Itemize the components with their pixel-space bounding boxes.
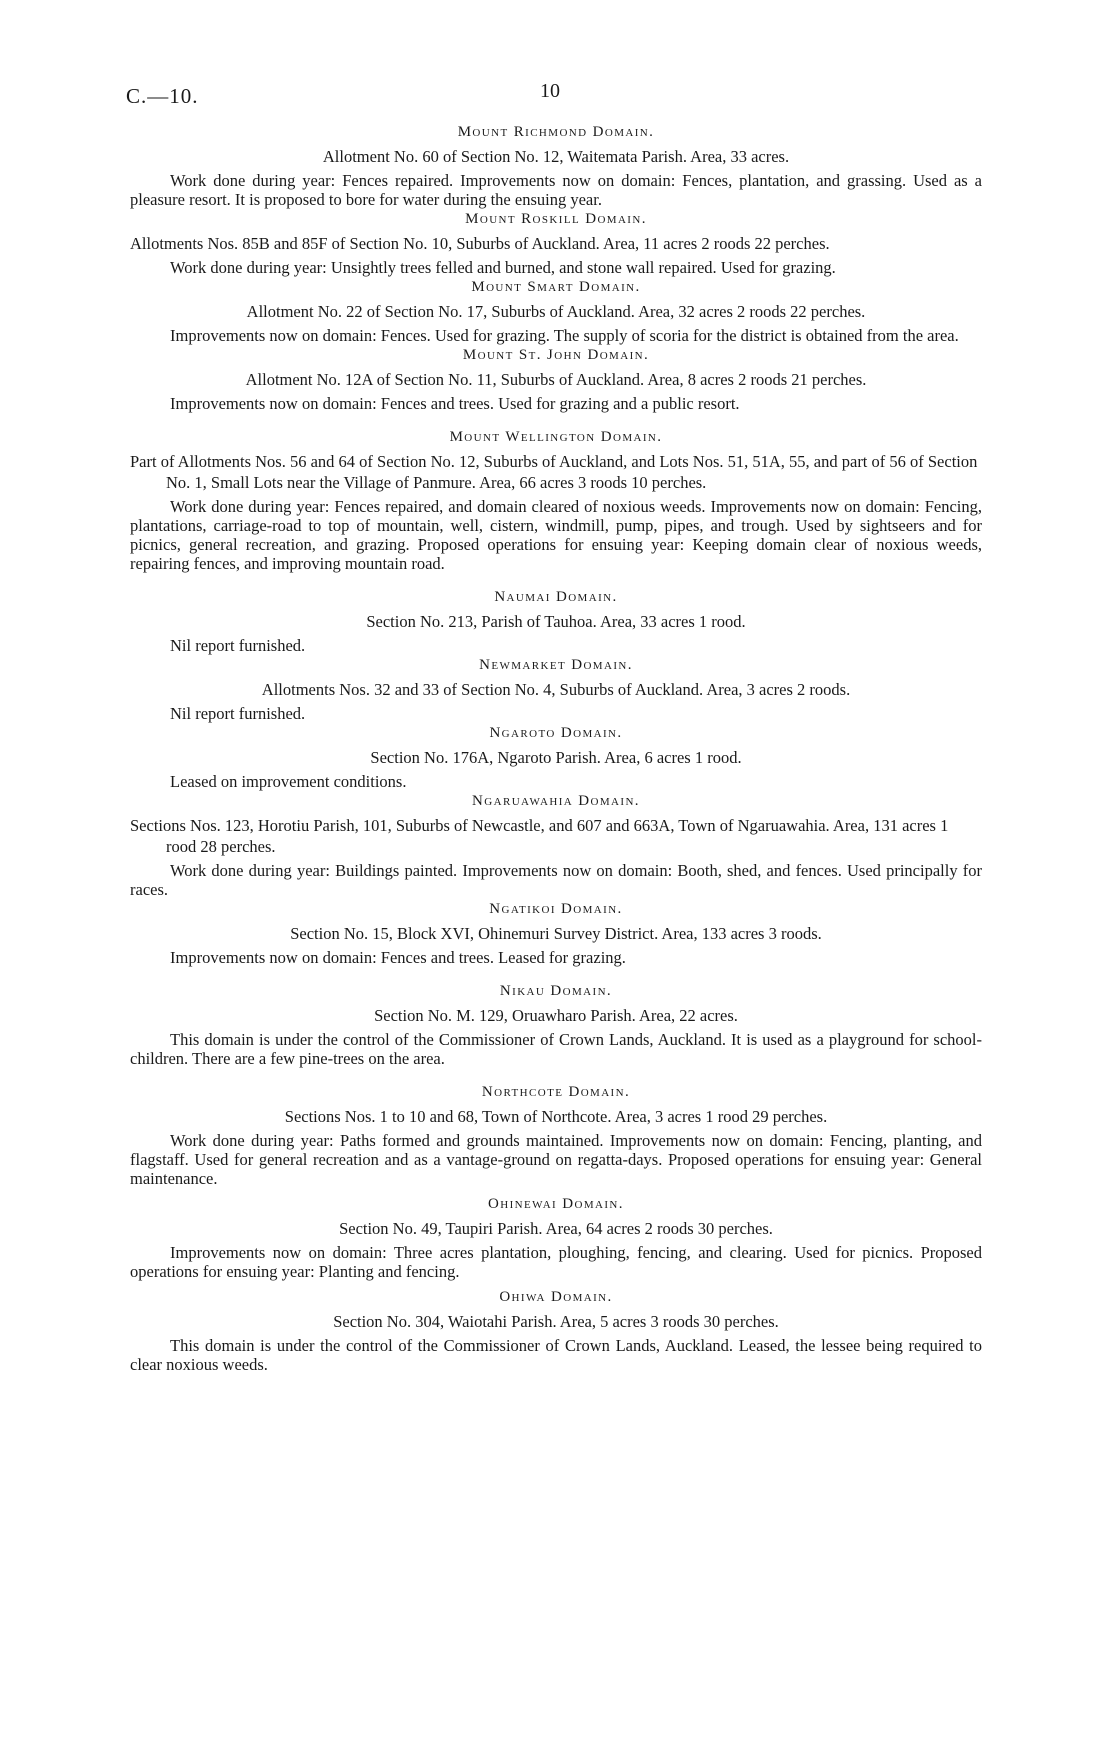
domain-title: Mount Smart Domain. xyxy=(471,279,641,295)
domain-title: Mount Roskill Domain. xyxy=(465,211,647,227)
domain-report: Improvements now on domain: Fences and trees. Leased for grazing. xyxy=(170,948,626,967)
domain-report: Improvements now on domain: Fences and trees. Used for grazing and a public resort. xyxy=(170,394,740,413)
domain-description: Allotment No. 12A of Section No. 11, Suburbs of Auckland. Area, 8 acres 2 roods 21 perches. xyxy=(245,370,867,389)
domain-section xyxy=(130,725,982,791)
domain-report: Nil report furnished. xyxy=(170,704,306,723)
domain-description: Section No. 213, Parish of Tauhoa. Area, 33 acres 1 rood. xyxy=(366,612,746,631)
domain-description: Section No. 304, Waiotahi Parish. Area, 5 acres 3 roods 30 perches. xyxy=(333,1312,779,1331)
domain-section xyxy=(130,429,982,573)
domain-section xyxy=(130,211,982,277)
domain-description: Section No. 176A, Ngaroto Parish. Area, 6 acres 1 rood. xyxy=(370,748,742,767)
domain-report: Work done during year: Unsightly trees felled and burned, and stone wall repaired. Used for grazing. xyxy=(170,258,836,277)
domain-section xyxy=(130,901,982,967)
domain-title: Ngaruawahia Domain. xyxy=(472,793,640,809)
domain-title: Newmarket Domain. xyxy=(479,657,633,673)
domain-description: Allotment No. 22 of Section No. 17, Suburbs of Auckland. Area, 32 acres 2 roods 22 perches. xyxy=(246,302,866,321)
domain-section xyxy=(130,1084,982,1188)
document-reference: C.—10. xyxy=(126,84,199,108)
domain-section xyxy=(130,279,982,345)
domain-section xyxy=(130,589,982,655)
domain-description: Part of Allotments Nos. 56 and 64 of Section No. 12, Suburbs of Auckland, and Lots Nos. 51, 51A, 55, and part of 56 of Section No. 1, Small Lots near the Village of Panmure. Area, 66 acres 3 roods 10 perches. xyxy=(130,452,978,492)
domain-section xyxy=(130,793,982,899)
page-header xyxy=(126,80,982,124)
domain-title: Mount St. John Domain. xyxy=(462,347,650,363)
domain-report: Work done during year: Paths formed and grounds maintained. Improvements now on domain: Fencing, planting, and flagstaff. Used for general recreation and as a vantage-ground on regatta-days. Proposed operations for ensuing year: General maintenance. xyxy=(130,1131,982,1188)
domain-description: Section No. 15, Block XVI, Ohinemuri Survey District. Area, 133 acres 3 roods. xyxy=(290,924,822,943)
domain-report: This domain is under the control of the Commissioner of Crown Lands, Auckland. Leased, the lessee being required to clear noxious weeds. xyxy=(130,1336,982,1374)
domain-title: Mount Richmond Domain. xyxy=(457,124,655,140)
domain-report: Work done during year: Fences repaired, and domain cleared of noxious weeds. Improvements now on domain: Fencing, plantations, carriage-road to top of mountain, well, cistern, windmill, pump, pipes, and trough. Used by sightseers and for picnics, general recreation, and grazing. Proposed operations for ensuing year: Keeping domain clear of noxious weeds, repairing fences, and improving mountain road. xyxy=(130,497,982,573)
domain-description: Sections Nos. 123, Horotiu Parish, 101, Suburbs of Newcastle, and 607 and 663A, Town of Ngaruawahia. Area, 131 acres 1 rood 28 perches. xyxy=(130,816,949,856)
domain-title: Ohiwa Domain. xyxy=(499,1289,613,1305)
domain-description: Allotments Nos. 32 and 33 of Section No. 4, Suburbs of Auckland. Area, 3 acres 2 roods. xyxy=(261,680,851,699)
domain-title: Nikau Domain. xyxy=(499,983,613,999)
domain-section xyxy=(130,657,982,723)
domain-section xyxy=(130,1196,982,1281)
domain-description: Allotments Nos. 85B and 85F of Section No. 10, Suburbs of Auckland. Area, 11 acres 2 roods 22 perches. xyxy=(130,234,830,253)
domain-title: Ohinewai Domain. xyxy=(488,1196,624,1212)
domain-title: Mount Wellington Domain. xyxy=(449,429,663,445)
domain-section xyxy=(130,983,982,1068)
domain-description: Section No. 49, Taupiri Parish. Area, 64 acres 2 roods 30 perches. xyxy=(339,1219,773,1238)
domain-title: Naumai Domain. xyxy=(494,589,618,605)
domain-title: Northcote Domain. xyxy=(481,1084,631,1100)
domain-section xyxy=(130,347,982,413)
domain-title: Ngaroto Domain. xyxy=(489,725,623,741)
domain-description: Allotment No. 60 of Section No. 12, Waitemata Parish. Area, 33 acres. xyxy=(322,147,790,166)
page-number: 10 xyxy=(540,80,560,102)
domain-section xyxy=(130,1289,982,1374)
domain-report: Improvements now on domain: Three acres plantation, ploughing, fencing, and clearing. Used for picnics. Proposed operations for ensuing year: Planting and fencing. xyxy=(130,1243,982,1281)
domain-report: Nil report furnished. xyxy=(170,636,306,655)
domain-report: This domain is under the control of the Commissioner of Crown Lands, Auckland. It is used as a playground for school-children. There are a few pine-trees on the area. xyxy=(130,1030,982,1068)
domain-report: Work done during year: Fences repaired. Improvements now on domain: Fences, plantation, and grassing. Used as a pleasure resort. It is proposed to bore for water during the ensuing year. xyxy=(130,171,982,209)
domain-section xyxy=(130,124,982,209)
domain-description: Section No. M. 129, Oruawharo Parish. Area, 22 acres. xyxy=(374,1006,738,1025)
domain-title: Ngatikoi Domain. xyxy=(489,901,623,917)
domain-report: Work done during year: Buildings painted. Improvements now on domain: Booth, shed, and fences. Used principally for races. xyxy=(130,861,982,899)
domain-report: Improvements now on domain: Fences. Used for grazing. The supply of scoria for the district is obtained from the area. xyxy=(170,326,959,345)
domain-report: Leased on improvement conditions. xyxy=(170,772,407,791)
domain-description: Sections Nos. 1 to 10 and 68, Town of Northcote. Area, 3 acres 1 rood 29 perches. xyxy=(284,1107,828,1126)
